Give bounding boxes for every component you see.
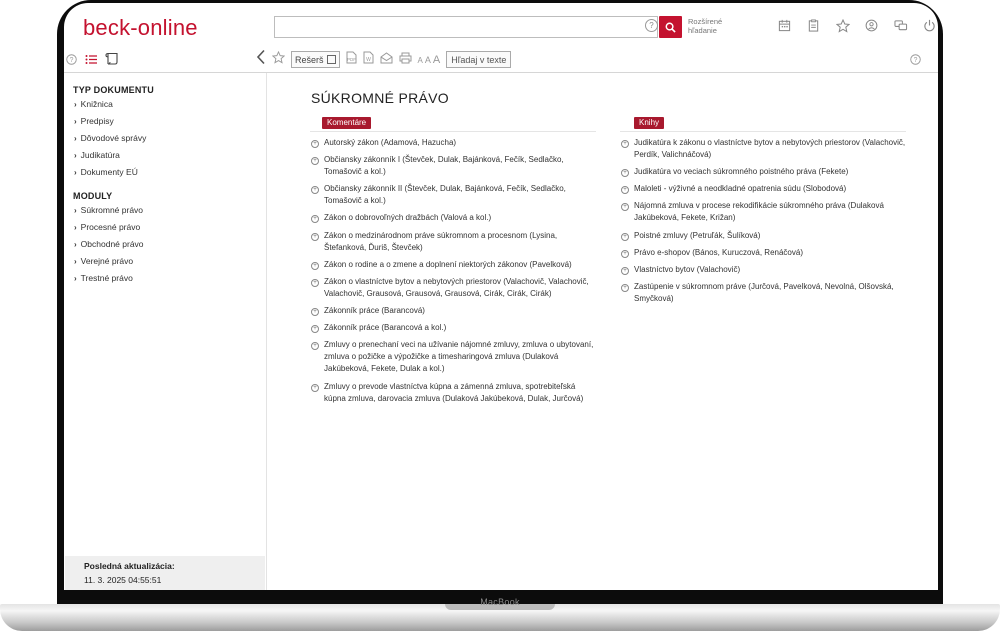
- list-item[interactable]: + Zákonník práce (Barancová): [310, 305, 596, 317]
- sidebar-item-obchodne-pravo[interactable]: › Obchodné právo: [74, 239, 144, 249]
- chevron-right-icon: ›: [74, 151, 77, 160]
- svg-text:PDF: PDF: [346, 56, 356, 62]
- svg-text:?: ?: [913, 56, 918, 64]
- list-item[interactable]: + Maloleti - výživné a neodkladné opatrenia súdu (Slobodová): [620, 183, 906, 195]
- font-size-controls: [418, 54, 441, 66]
- chevron-right-icon: ›: [74, 274, 77, 283]
- star-icon[interactable]: [834, 17, 851, 34]
- list-item[interactable]: + Zmluvy o prevode vlastníctva kúpna a zámenná zmluva, spotrebiteľská kúpna zmluva, darovacia zmluva (Dulaková Jakúbeková, Dulak, Jurčová): [310, 381, 596, 405]
- sidebar-item-judikatura[interactable]: › Judikatúra: [74, 150, 120, 160]
- word-icon[interactable]: [363, 51, 374, 69]
- scroll-icon[interactable]: [105, 52, 119, 70]
- chevron-right-icon: ›: [74, 100, 77, 109]
- sidebar-item-dovodove-spravy[interactable]: › Dôvodové správy: [74, 133, 147, 143]
- sidebar-item-trestne-pravo[interactable]: › Trestné právo: [74, 273, 133, 283]
- comments-column: [310, 117, 596, 410]
- expand-plus-icon[interactable]: +: [311, 215, 319, 223]
- power-icon[interactable]: [921, 17, 938, 34]
- last-update-box: [65, 556, 265, 590]
- svg-text:?: ?: [69, 56, 74, 64]
- advanced-search-link[interactable]: Rozšírené hľadanie: [688, 17, 723, 35]
- expand-plus-icon[interactable]: +: [311, 384, 319, 392]
- column-header: [310, 117, 596, 132]
- clipboard-icon[interactable]: [805, 17, 822, 34]
- email-icon[interactable]: [380, 51, 393, 69]
- last-update-value: 11. 3. 2025 04:55:51: [84, 575, 162, 585]
- font-size-large-button[interactable]: A: [432, 53, 441, 66]
- section-badge: Komentáre: [322, 117, 371, 129]
- search-input[interactable]: [275, 17, 635, 37]
- list-item[interactable]: + Poistné zmluvy (Petruľák, Šulíková): [620, 230, 906, 242]
- logo[interactable]: beck-online: [83, 15, 198, 40]
- chevron-right-icon: ›: [74, 257, 77, 266]
- expand-plus-icon[interactable]: +: [621, 250, 629, 258]
- sidebar-toolbar: [66, 52, 119, 70]
- chevron-right-icon: ›: [74, 206, 77, 215]
- search-button[interactable]: [659, 16, 682, 38]
- font-size-small-button[interactable]: A: [417, 55, 423, 65]
- expand-plus-icon[interactable]: +: [621, 284, 629, 292]
- list-item[interactable]: + Právo e-shopov (Bános, Kuruczová, Renáčová): [620, 247, 906, 259]
- expand-plus-icon[interactable]: +: [621, 169, 629, 177]
- find-in-text-button[interactable]: Hľadaj v texte: [446, 51, 511, 68]
- expand-plus-icon[interactable]: +: [621, 233, 629, 241]
- chevron-right-icon: ›: [74, 223, 77, 232]
- resers-button[interactable]: Rešerš: [291, 51, 340, 68]
- help-icon[interactable]: ?: [645, 19, 658, 32]
- expand-plus-icon[interactable]: +: [621, 186, 629, 194]
- list-icon[interactable]: [85, 52, 97, 70]
- list-item[interactable]: + Zákon o medzinárodnom práve súkromnom a procesnom (Lysina, Štefanková, Ďuriš, Števček): [310, 230, 596, 254]
- expand-plus-icon[interactable]: +: [311, 308, 319, 316]
- calendar-icon[interactable]: [776, 17, 793, 34]
- sidebar-item-sukromne-pravo[interactable]: › Súkromné právo: [74, 205, 144, 215]
- modules-heading: MODULY: [73, 191, 113, 201]
- svg-text:W: W: [365, 56, 371, 63]
- sidebar-item-verejne-pravo[interactable]: › Verejné právo: [74, 256, 134, 266]
- list-item[interactable]: + Občiansky zákonník II (Števček, Dulak, Bajánková, Fečík, Sedlačko, Tomašovič a kol.): [310, 183, 596, 207]
- list-item[interactable]: + Zákon o vlastníctve bytov a nebytových priestorov (Valachovič, Valachovič, Valachovič, Grausová, Grausová, Grausová, Cirák, Cirák, Cirák): [310, 276, 596, 300]
- last-update-label: Posledná aktualizácia:: [84, 561, 175, 571]
- resers-checkbox[interactable]: [327, 55, 336, 64]
- browser-screen: [64, 3, 938, 590]
- books-column: [620, 117, 906, 310]
- list-item[interactable]: + Autorský zákon (Adamová, Hazucha): [310, 137, 596, 149]
- sidebar: [64, 73, 267, 590]
- sidebar-item-procesne-pravo[interactable]: › Procesné právo: [74, 222, 141, 232]
- font-size-medium-button[interactable]: A: [424, 54, 431, 65]
- search-icon: [665, 22, 676, 33]
- list-item[interactable]: + Zákon o dobrovoľných dražbách (Valová a kol.): [310, 212, 596, 224]
- doc-type-heading: TYP DOKUMENTU: [73, 85, 154, 95]
- chevron-right-icon: ›: [74, 168, 77, 177]
- list-item[interactable]: + Nájomná zmluva v procese rekodifikácie súkromného práva (Dulaková Jakúbeková, Fekete, Križan): [620, 200, 906, 224]
- sidebar-item-kniznica[interactable]: › Knižnica: [74, 99, 113, 109]
- expand-plus-icon[interactable]: +: [311, 157, 319, 165]
- section-badge: Knihy: [634, 117, 664, 129]
- expand-plus-icon[interactable]: +: [621, 140, 629, 148]
- chevron-right-icon: ›: [74, 240, 77, 249]
- expand-plus-icon[interactable]: +: [311, 279, 319, 287]
- page-title: SÚKROMNÉ PRÁVO: [311, 90, 449, 106]
- favorite-star-icon[interactable]: [272, 51, 285, 69]
- chat-icon[interactable]: [892, 17, 909, 34]
- list-item[interactable]: + Zastúpenie v súkromnom práve (Jurčová, Pavelková, Nevolná, Olšovská, Smyčková): [620, 281, 906, 305]
- column-header: [620, 117, 906, 132]
- list-item[interactable]: + Zákon o rodine a o zmene a doplnení niektorých zákonov (Pavelková): [310, 259, 596, 271]
- expand-plus-icon[interactable]: +: [311, 262, 319, 270]
- expand-plus-icon[interactable]: +: [311, 186, 319, 194]
- laptop-brand-label: MacBook: [480, 597, 520, 607]
- help-icon[interactable]: [66, 52, 77, 70]
- list-item[interactable]: + Vlastníctvo bytov (Valachovič): [620, 264, 906, 276]
- list-item[interactable]: + Judikatúra k zákonu o vlastníctve bytov a nebytových priestorov (Valachovič, Perdík, Valichnáčová): [620, 137, 906, 161]
- expand-plus-icon[interactable]: +: [311, 342, 319, 350]
- sidebar-item-predpisy[interactable]: › Predpisy: [74, 116, 114, 126]
- list-item[interactable]: + Zákonník práce (Barancová a kol.): [310, 322, 596, 334]
- user-icon[interactable]: [863, 17, 880, 34]
- expand-plus-icon[interactable]: +: [311, 325, 319, 333]
- help-icon[interactable]: [910, 52, 921, 70]
- document-toolbar: [256, 49, 511, 70]
- chevron-right-icon: ›: [74, 134, 77, 143]
- expand-plus-icon[interactable]: +: [621, 267, 629, 275]
- list-item[interactable]: + Judikatúra vo veciach súkromného poistného práva (Fekete): [620, 166, 906, 178]
- sidebar-item-dokumenty-eu[interactable]: › Dokumenty EÚ: [74, 167, 138, 177]
- print-icon[interactable]: [399, 51, 412, 69]
- chevron-right-icon: ›: [74, 117, 77, 126]
- expand-plus-icon[interactable]: +: [311, 140, 319, 148]
- expand-plus-icon[interactable]: +: [311, 233, 319, 241]
- list-item[interactable]: + Občiansky zákonník I (Števček, Dulak, Bajánková, Fečík, Sedlačko, Tomašovič a kol.): [310, 154, 596, 178]
- top-icons: [776, 17, 938, 34]
- expand-plus-icon[interactable]: +: [621, 203, 629, 211]
- list-item[interactable]: + Zmluvy o prenechaní veci na užívanie nájomné zmluvy, zmluva o ubytovaní, zmluva o požičke a výpožičke a timesharingová zmluva (Dulaková Jakúbeková, Fekete, Dulak a kol.): [310, 339, 596, 375]
- search-box: [274, 16, 658, 38]
- pdf-icon[interactable]: [346, 51, 357, 69]
- back-chevron-icon[interactable]: [256, 49, 266, 70]
